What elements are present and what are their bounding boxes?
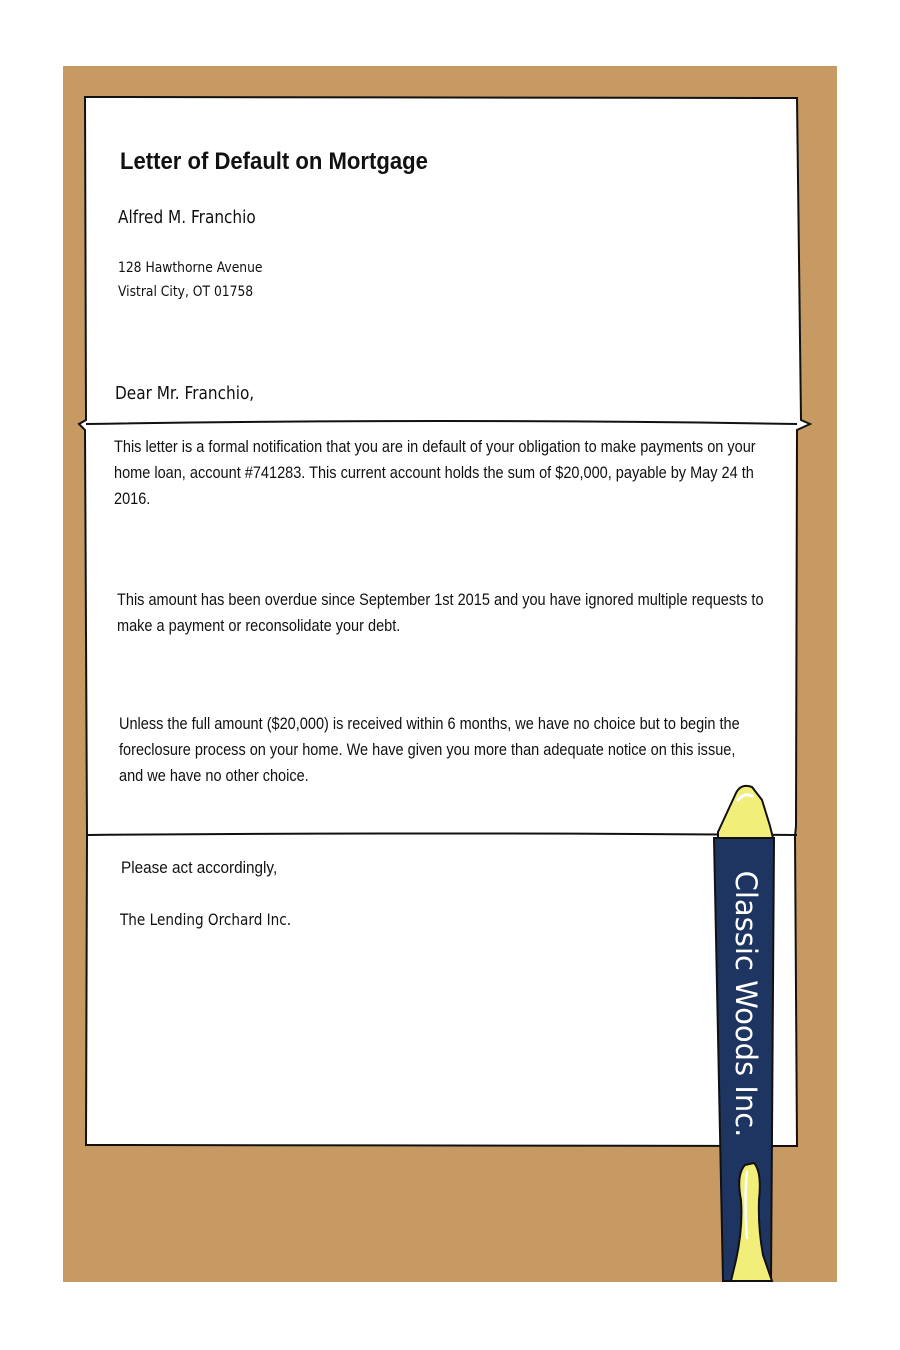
paragraph-line: This amount has been overdue since September 1st 2015 and you have ignored multiple requests to [117, 591, 764, 609]
signature-company: The Lending Orchard Inc. [120, 910, 292, 929]
paragraph-line: foreclosure process on your home. We have given you more than adequate notice on this issue, [119, 741, 736, 759]
paragraph-line: home loan, account #741283. This current account holds the sum of $20,000, payable by May 24 th [114, 464, 754, 482]
paragraph-line: 2016. [114, 490, 151, 508]
recipient-name: Alfred M. Franchio [118, 207, 256, 228]
paragraph-line: This letter is a formal notification that you are in default of your obligation to make payments on your [114, 438, 756, 456]
address-line-2: Vistral City, OT 01758 [118, 284, 254, 300]
address-line-1: 128 Hawthorne Avenue [118, 260, 263, 276]
closing-line: Please act accordingly, [121, 858, 278, 877]
paragraph-line: make a payment or reconsolidate your debt. [117, 617, 401, 635]
pen-brand-text: Classic Woods Inc. [729, 870, 763, 1138]
paragraph-line: Unless the full amount ($20,000) is received within 6 months, we have no choice but to begin the [119, 715, 740, 733]
letter-title: Letter of Default on Mortgage [120, 148, 428, 175]
salutation: Dear Mr. Franchio, [115, 383, 255, 404]
paragraph-line: and we have no other choice. [119, 767, 309, 785]
